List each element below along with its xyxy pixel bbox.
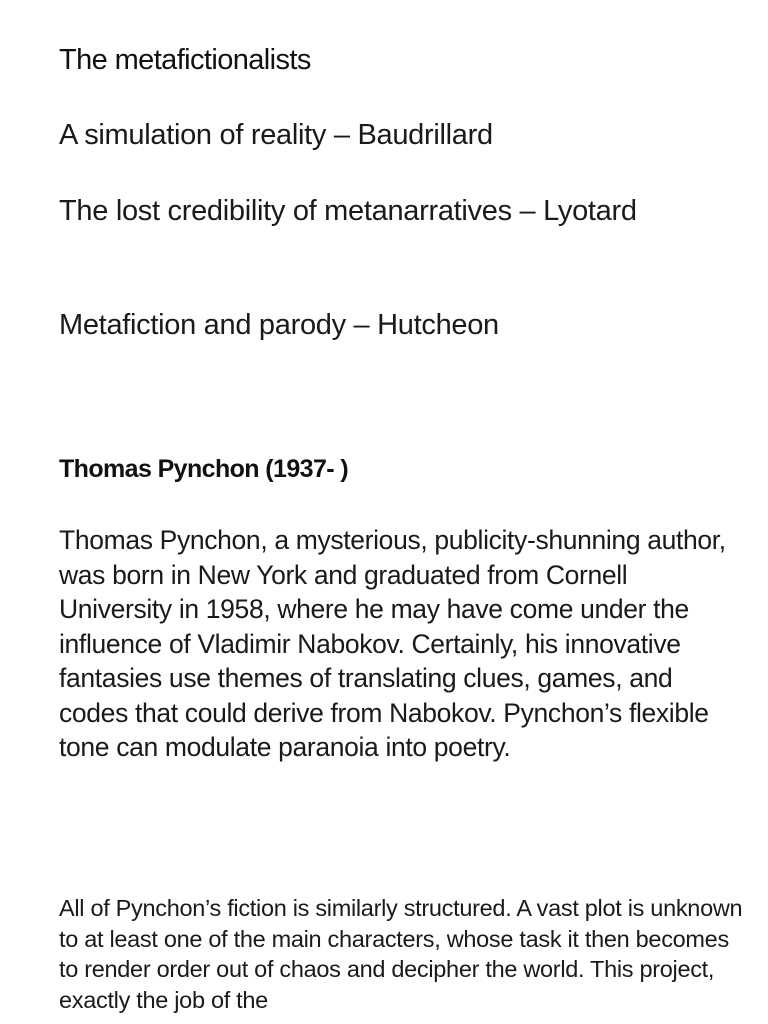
list-item-baudrillard: A simulation of reality – Baudrillard	[59, 119, 493, 151]
list-item-hutcheon: Metafiction and parody – Hutcheon	[59, 309, 499, 341]
author-heading: Thomas Pynchon (1937- )	[59, 455, 349, 483]
section-title: The metafictionalists	[59, 44, 311, 76]
fiction-structure-paragraph: All of Pynchon’s fiction is similarly structured. A vast plot is unknown to at least one of the main characters, whose task it then becomes to render order out of chaos and decipher the world. This project, exactly the job of the	[59, 895, 743, 1013]
list-item-lyotard: The lost credibility of metanarratives – Lyotard	[59, 195, 637, 227]
author-bio-paragraph: Thomas Pynchon, a mysterious, publicity-shunning author, was born in New York and graduated from Cornell University in 1958, where he may have come under the influence of Vladimir Nabokov. Certainly, his innovative fantasies use themes of translating clues, games, and codes that could derive from Nabokov. Pynchon’s flexible tone can modulate paranoia into poetry.	[59, 525, 726, 762]
